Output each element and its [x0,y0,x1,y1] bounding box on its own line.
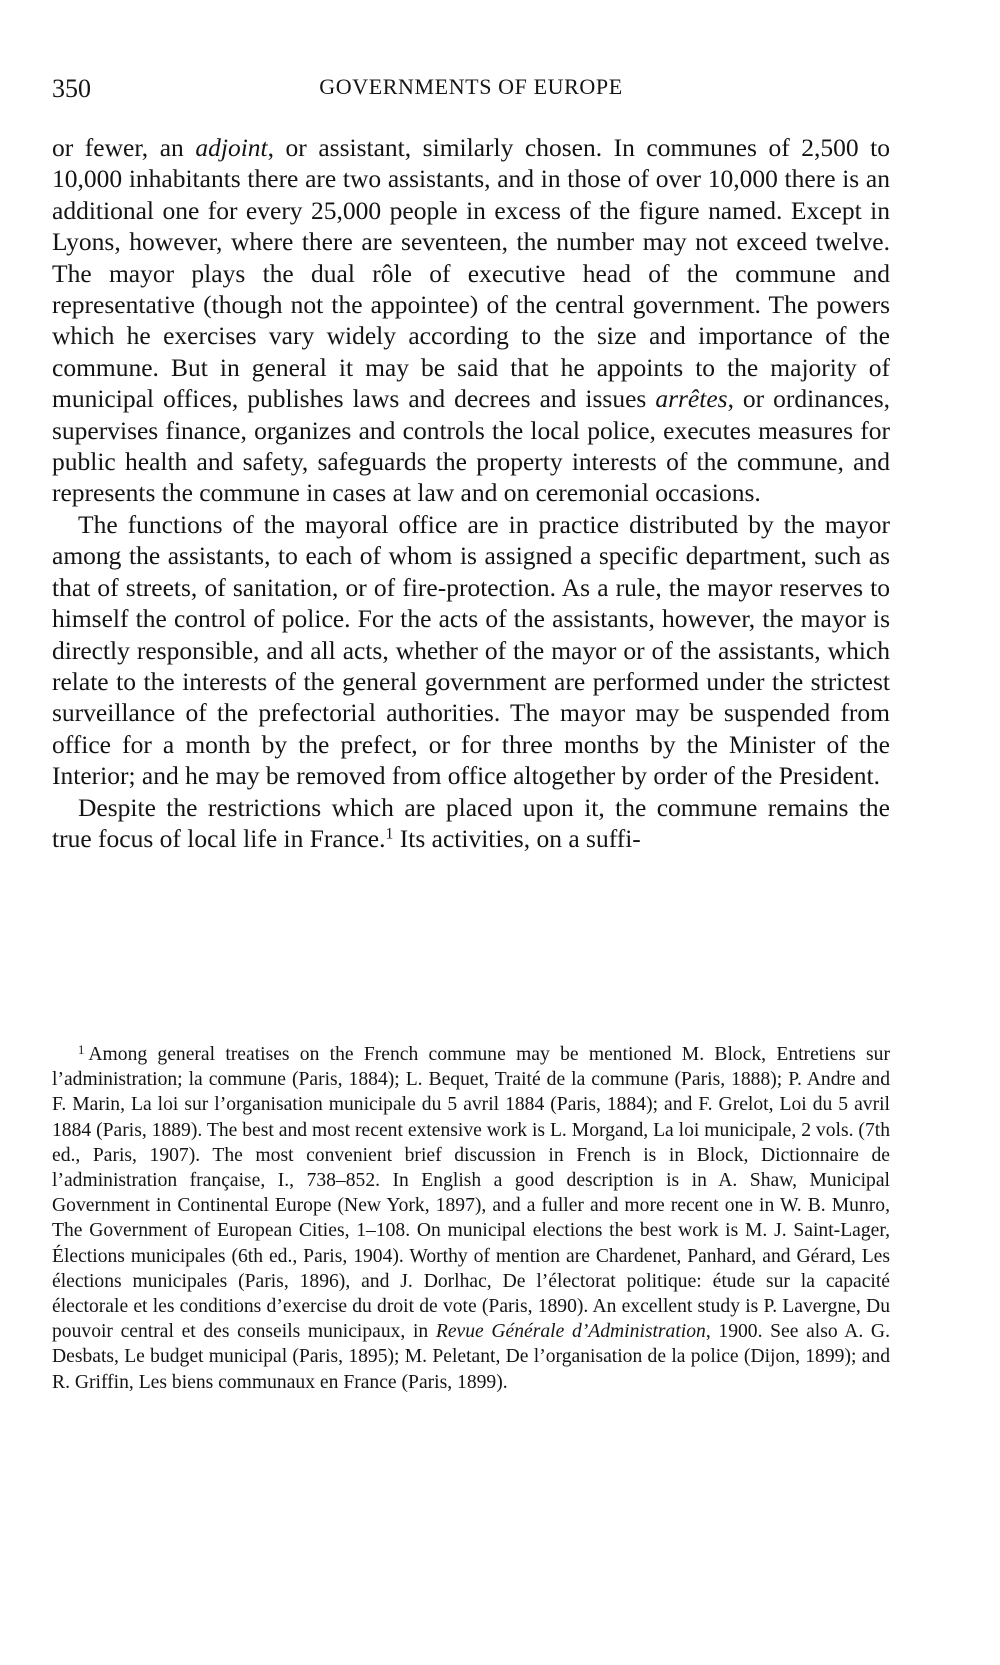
footnotes [52,1042,890,1395]
paragraph-2: The functions of the mayoral office are in practice distributed by the mayor among the assistants, to each of whom is assigned a specific department, such as that of streets, of sanitation, or of fire-protection. As a rule, the mayor reserves to himself the control of police. For the acts of the assistants, however, the mayor is directly responsible, and all acts, whether of the mayor or of the assistants, which relate to the interests of the general government are performed under the strictest surveillance of the prefectorial authorities. The mayor may be suspended from office for a month by the prefect, or for three months by the Minister of the Interior; and he may be removed from office altogether by order of the President. [52,509,890,791]
paragraph-1-italic-adjoint: adjoint [195,133,268,162]
paragraph-1-text-a: or fewer, an [52,133,196,162]
footnote-journal-title: Revue Générale d’Administration [435,1321,706,1343]
paragraph-1-italic-arretes: arrêtes [655,384,728,414]
running-title: GOVERNMENTS OF EUROPE [319,74,623,99]
paragraph-1-text-c: , or ordinances, supervises finance, organizes and controls the local police, executes measures for public health and safety, safeguards the property interests of the commune, and represents the commune in cases at law and on ceremonial occasions. [52,384,890,508]
page-number: 350 [52,74,91,103]
paragraph-1-text-b: , or assistant, similarly chosen. In communes of 2,500 to 10,000 inhabitants there are two assistants, and in those of over 10,000 there is an additional one for every 25,000 people in excess of the figure named. Except in Lyons, however, where there are seventeen, the number may not exceed twelve. The mayor plays the dual rôle of executive head of the commune and representative (though not the appointee) of the central government. The powers which he exercises vary widely according to the size and importance of the commune. But in general it may be said that he appoints to the majority of municipal offices, publishes laws and decrees and issues [52,133,890,414]
footnote-text-a: Among general treatises on the French commune may be mentioned M. Block, Entretiens sur l’administration; la commune (Paris, 1884); L. Bequet, Traité de la commune (Paris, 1888); P. Andre and F. Marin, La loi sur l’organisation municipale du 5 avril 1884 (Paris, 1884); and F. Grelot, Loi du 5 avril 1884 (Paris, 1889). The best and most recent extensive work is L. Morgand, La loi municipale, 2 vols. (7th ed., Paris, 1907). The most convenient brief discussion in French is in Block, Dictionnaire de l’administration française, I., 738–852. In English a good description is in A. Shaw, Municipal Government in Continental Europe (New York, 1897), and a fuller and more recent one in W. B. Munro, The Government of European Cities, 1–108. On municipal elections the best work is M. J. Saint-Lager, Élections municipales (6th ed., Paris, 1904). Worthy of mention are Chardenet, Panhard, and Gérard, Les élections municipales (Paris, 1896), and J. Dorlhac, De l’électorat politique: étude sur la capacité électorale et les conditions d’exercise du droit de vote (Paris, 1890). An excellent study is P. Lavergne, Du pouvoir central et des conseils municipaux, in [52,1044,890,1343]
footnote-reference: 1 [385,825,394,843]
paragraph-3-text-a: Despite the restrictions which are placed upon it, the commune remains the true focus of local life in France. [52,792,890,853]
footnote-marker: 1 [78,1042,85,1057]
paragraph-3 [52,792,890,855]
footnote-1 [52,1042,890,1395]
paragraph-1 [52,132,890,509]
footnote-text-b: , 1900. See also A. G. Desbats, Le budget municipal (Paris, 1895); M. Peletant, De l’organisation de la police (Dijon, 1899); and R. Griffin, Les biens communaux en France (Paris, 1899). [52,1321,890,1393]
paragraph-3-text-b: Its activities, on a suffi- [393,823,641,853]
body-text [52,132,890,854]
running-head [52,74,890,108]
